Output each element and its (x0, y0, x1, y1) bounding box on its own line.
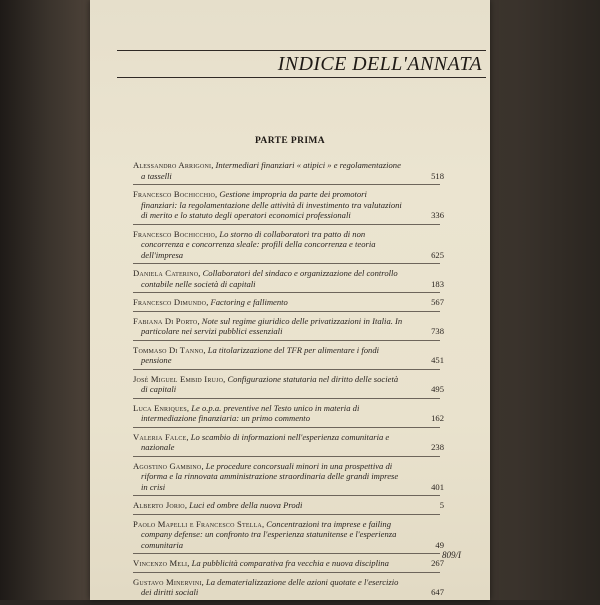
entry-author: Alessandro Arrigoni (133, 160, 212, 170)
index-entry: Paolo Mapelli e Francesco Stella, Concentrazioni tra imprese e failing company defense: un confronto tra l'esperienza statunitense e l'esperienza comunitaria 49 (133, 519, 440, 555)
entry-page: 738 (431, 326, 444, 336)
index-entry: Daniela Caterino, Collaboratori del sindaco e organizzazione del controllo contabile nelle società di capitali 183 (133, 268, 440, 293)
entry-title: Le procedure concorsuali minori in una prospettiva di riforma e la rinnovata amministrazione straordinaria delle grandi imprese in crisi (141, 460, 399, 492)
entry-title: Gestione impropria da parte dei promotori finanziari: la regolamentazione delle attività di investimento tra valutazioni di merito e lo statuto degli operatori economici professionali (141, 189, 402, 220)
entry-title: Lo storno di collaboratori tra patto di non concorrenza e concorrenza sleale: profili della concorrenza e teoria dell'impresa (141, 228, 376, 260)
entry-page: 238 (431, 442, 444, 452)
entry-page: 5 (439, 500, 444, 510)
index-entry: Valeria Falce, Lo scambio di informazioni nell'esperienza comunitaria e nazionale 238 (133, 432, 440, 457)
index-list (133, 160, 444, 605)
index-entry: Francesco Bochicchio, Lo storno di collaboratori tra patto di non concorrenza e concorrenza sleale: profili della concorrenza e teoria dell'impresa 625 (133, 229, 440, 265)
index-entry: Tommaso Di Tanno, La titolarizzazione del TFR per alimentare i fondi pensione 451 (133, 345, 440, 370)
entry-author: Daniela Caterino (133, 268, 199, 278)
entry-title: Concentrazioni tra imprese e failing company defense: un confronto tra l'esperienza statunitense e l'esperienza comunitaria (141, 518, 397, 550)
entry-author: Valeria Falce (133, 431, 187, 442)
entry-author: Agostino Gambino (133, 460, 202, 471)
entry-author: Vincenzo Meli (133, 558, 188, 568)
section-heading: PARTE PRIMA (254, 136, 326, 146)
entry-page: 162 (431, 413, 444, 423)
index-entry: Vincenzo Meli, La pubblicità comparativa fra vecchia e nuova disciplina 267 (133, 558, 440, 573)
entry-title: Lo scambio di informazioni nell'esperienza comunitaria e nazionale (141, 431, 390, 452)
signature-mark: 809/I (442, 550, 461, 560)
index-entry: Agostino Gambino, Le procedure concorsuali minori in una prospettiva di riforma e la rinnovata amministrazione straordinaria delle grandi imprese in crisi 401 (133, 461, 440, 497)
entry-author: Luca Enriques (133, 402, 187, 413)
entry-author: Fabiana Di Porto (133, 315, 198, 326)
entry-page: 451 (431, 355, 444, 365)
entry-author: Tommaso Di Tanno (133, 344, 204, 355)
entry-page: 183 (431, 278, 444, 289)
entry-page: 495 (431, 384, 444, 394)
entry-page: 49 (435, 539, 444, 550)
entry-author: Francesco Dimundo (133, 297, 207, 307)
entry-page: 518 (431, 170, 444, 181)
entry-title: Luci ed ombre della nuova Prodi (189, 500, 303, 510)
entry-author: Francesco Bochicchio (133, 228, 216, 239)
entry-page: 336 (431, 210, 444, 220)
index-entry: Francesco Dimundo, Factoring e fallimento 567 (133, 297, 440, 312)
entry-title: Factoring e fallimento (210, 297, 288, 307)
index-entry: Alessandro Arrigoni, Intermediari finanziari « atipici » e regolamentazione a tasselli 518 (133, 160, 440, 185)
entry-author: Alberto Jorio (133, 500, 185, 510)
entry-title: Intermediari finanziari « atipici » e regolamentazione a tasselli (141, 160, 401, 181)
entry-page: 647 (431, 587, 444, 597)
entry-author: Francesco Bochicchio (133, 189, 216, 199)
entry-title: Note sul regime giuridico delle privatizzazioni in Italia. In particolare nei servizi pubblici essenziali (141, 315, 403, 336)
index-entry: Luca Enriques, Le o.p.a. preventive nel Testo unico in materia di intermediazione finanziaria: un primo commento 162 (133, 403, 440, 428)
header-bottom-rule (117, 77, 486, 78)
entry-author: José Miguel Embid Irujo (133, 373, 224, 384)
entry-title: La dematerializzazione delle azioni quotate e l'esercizio dei diritti sociali (141, 576, 399, 597)
entry-title: La titolarizzazione del TFR per alimentare i fondi pensione (141, 344, 380, 365)
index-entry: Alberto Jorio, Luci ed ombre della nuova Prodi 5 (133, 500, 440, 515)
entry-author: Gustavo Minervini (133, 576, 202, 587)
entry-title: Collaboratori del sindaco e organizzazione del controllo contabile nelle società di capitali (141, 268, 398, 289)
index-entry: José Miguel Embid Irujo, Configurazione statutaria nel diritto delle società di capitali 495 (133, 374, 440, 399)
entry-title: La pubblicità comparativa fra vecchia e nuova disciplina (191, 558, 389, 568)
entry-page: 567 (431, 297, 444, 307)
header-top-rule (117, 50, 486, 51)
entry-page: 267 (431, 558, 444, 568)
entry-page: 625 (431, 249, 444, 260)
entry-title: Le o.p.a. preventive nel Testo unico in materia di intermediazione finanziaria: un primo commento (141, 402, 360, 423)
index-entry: Francesco Bochicchio, Gestione impropria da parte dei promotori finanziari: la regolamentazione delle attività di investimento tra valutazioni di merito e lo statuto degli operatori economici professionali 336 (133, 189, 440, 225)
index-entry: Gustavo Minervini, La dematerializzazione delle azioni quotate e l'esercizio dei diritti sociali 647 (133, 576, 444, 597)
entry-title: Configurazione statutaria nel diritto delle società di capitali (141, 373, 399, 394)
document-page (90, 0, 490, 600)
entry-page: 401 (431, 481, 444, 492)
entry-author: Paolo Mapelli e Francesco Stella (133, 518, 262, 529)
index-entry: Fabiana Di Porto, Note sul regime giuridico delle privatizzazioni in Italia. In particolare nei servizi pubblici essenziali 738 (133, 316, 440, 341)
page-title: INDICE DELL'ANNATA (277, 53, 482, 75)
